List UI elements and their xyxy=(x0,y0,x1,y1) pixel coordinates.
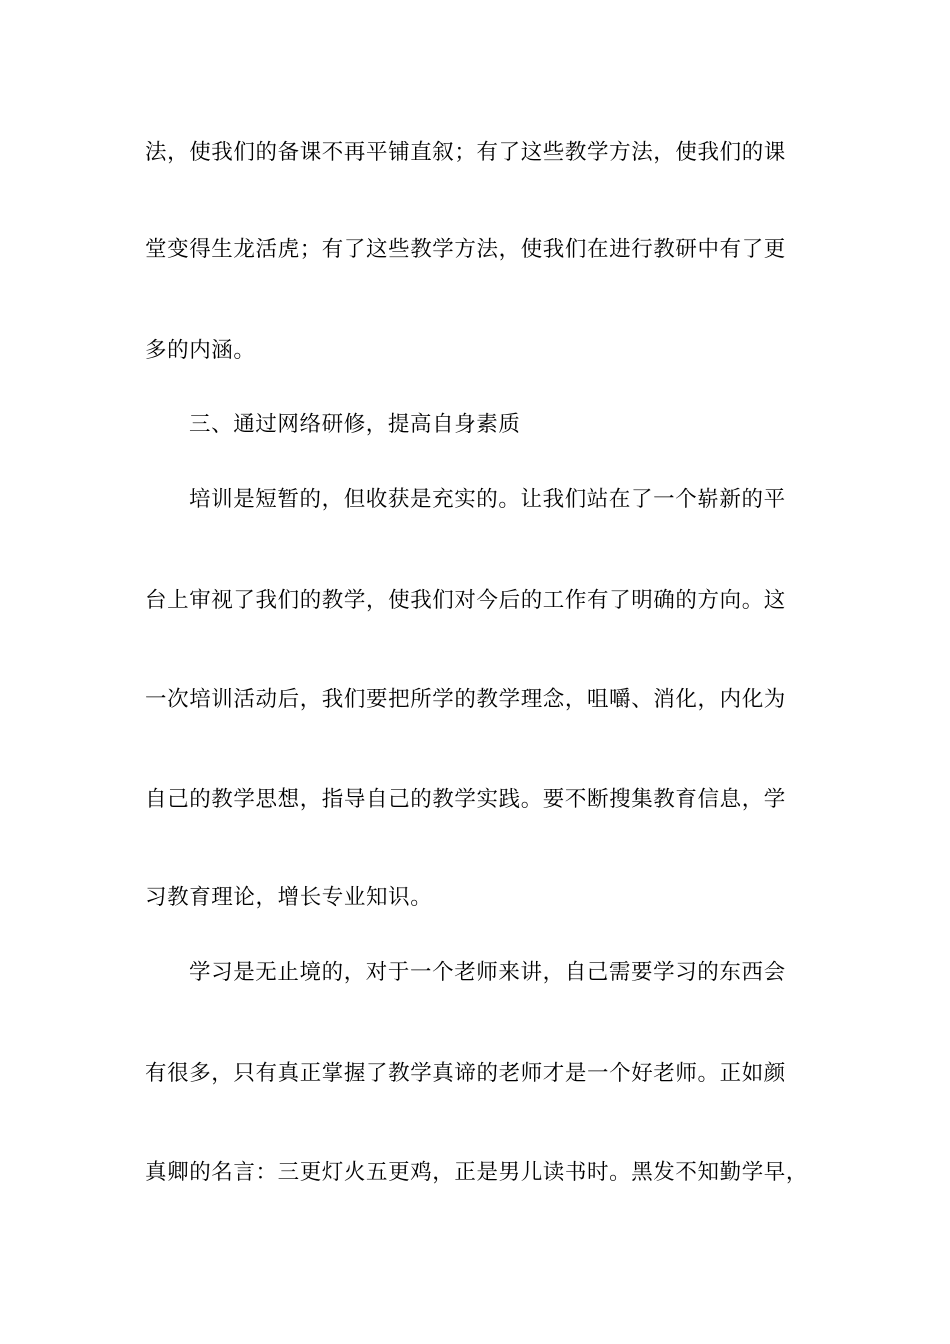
paragraph-line: 一次培训活动后，我们要把所学的教学理念，咀嚼、消化，内化为 xyxy=(145,687,786,712)
section-heading: 三、通过网络研修，提高自身素质 xyxy=(189,412,521,437)
paragraph-line: 自己的教学思想，指导自己的教学实践。要不断搜集教育信息，学 xyxy=(145,787,786,812)
paragraph-line: 堂变得生龙活虎；有了这些教学方法，使我们在进行教研中有了更 xyxy=(145,237,786,262)
paragraph-line: 有很多，只有真正掌握了教学真谛的老师才是一个好老师。正如颜 xyxy=(145,1061,786,1086)
paragraph-line: 真卿的名言：三更灯火五更鸡，正是男儿读书时。黑发不知勤学早， xyxy=(145,1160,809,1185)
paragraph-line: 习教育理论，增长专业知识。 xyxy=(145,885,433,910)
paragraph-line: 法，使我们的备课不再平铺直叙；有了这些教学方法，使我们的课 xyxy=(145,140,786,165)
paragraph-line: 多的内涵。 xyxy=(145,338,256,363)
paragraph-line: 台上审视了我们的教学，使我们对今后的工作有了明确的方向。这 xyxy=(145,588,786,613)
paragraph-line: 学习是无止境的，对于一个老师来讲，自己需要学习的东西会 xyxy=(189,960,786,985)
paragraph-line: 培训是短暂的，但收获是充实的。让我们站在了一个崭新的平 xyxy=(189,487,786,512)
